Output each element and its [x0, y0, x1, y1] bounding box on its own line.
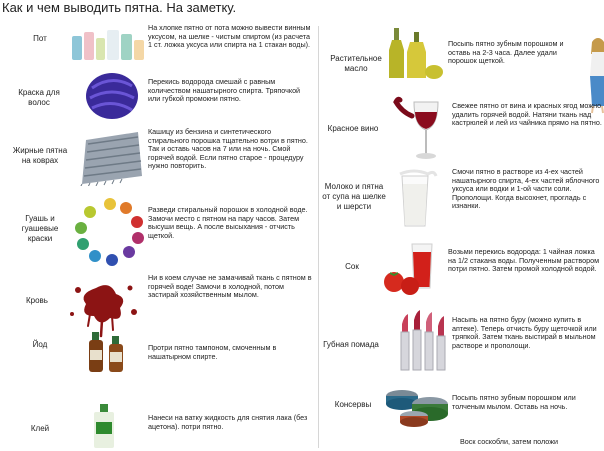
stain-text-hair-dye: Перекись водорода смешай с равным количеством нашатырного спирта. Тряпочкой или губкой промокни пятно. [148, 77, 301, 104]
stain-label-red-wine: Красное вино [327, 124, 379, 133]
rug-icon [78, 130, 146, 186]
tin-cans-icon [384, 384, 452, 428]
stain-label-hair-dye: Краска для волос [18, 88, 60, 107]
stain-label-grease: Жирные пятна на коврах [12, 146, 68, 165]
stain-text-oil: Посыпь пятно зубным порошком и оставь на 2-3 часа. Далее удали порошок щеткой. [448, 39, 564, 66]
stain-text-lipstick: Насыпь на пятно буру (можно купить в аптеке). Теперь отчисть буру щеточкой или тряпкой. Затем ткань выстирай в мыльном растворе и прополощи. [452, 315, 597, 350]
stain-label-glue: Клей [30, 424, 50, 433]
stain-text-sweat: На хлопке пятно от пота можно вывести винным уксусом, на шелке - чистым спиртом (из расчета 1 ст. ложка уксуса или спирта на 1 стакан воды). [148, 23, 311, 50]
stain-text-red-wine: Свежее пятно от вина и красных ягод можно удалить горячей водой. Натяни ткань над кастрюлей и лей из чайника прямо на пятно. [452, 101, 602, 128]
stain-label-iodine: Йод [32, 340, 48, 349]
stain-text-juice: Возьми перекись водорода: 1 чайная ложка на 1/2 стакана воды. Полученным раствором потри пятно. Затем промой холодной водой. [448, 247, 600, 274]
cosmetics-bottles-icon [70, 28, 148, 62]
wine-glass-icon [392, 92, 448, 164]
stain-text-gouache: Разведи стиральный порошок в холодной воде. Замочи место с пятном на пару часов. Затем высуши вещь. А после высыхания - отчисть щеткой. [148, 205, 308, 240]
page-title: Как и чем выводить пятна. На заметку. [2, 0, 237, 15]
milk-glass-icon [394, 168, 438, 230]
stain-text-grease: Кашицу из бензина и синтетического стирального порошка тщательно вотри в пятно. Так и оставь часов на 7 или на ночь. Смой горячей водой. Если пятно старое - процедуру нужно повторить. [148, 127, 308, 171]
iodine-bottles-icon [88, 330, 128, 376]
hair-dye-icon [82, 70, 142, 122]
stain-text-canned: Посыпь пятно зубным порошком или толченым мылом. Оставь на ночь. [452, 393, 576, 411]
stain-label-sweat: Пот [33, 34, 47, 43]
juice-tomatoes-icon [382, 242, 446, 296]
column-divider [318, 26, 319, 448]
lipsticks-icon [398, 308, 448, 372]
oil-bottles-icon [388, 26, 444, 82]
stain-label-blood: Кровь [26, 296, 48, 305]
stain-label-oil: Растительное масло [330, 54, 382, 73]
stain-text-glue: Нанеси на ватку жидкость для снятия лака (без ацетона). потри пятно. [148, 413, 308, 431]
stain-label-lipstick: Губная помада [323, 340, 379, 349]
stain-label-canned: Консервы [334, 400, 372, 409]
stain-label-milk-soup: Молоко и пятна от супа на шелке и шерсти [322, 182, 386, 211]
blood-splatter-icon [66, 276, 142, 338]
glue-tube-icon [90, 404, 118, 448]
stain-removal-sheet [8, 18, 602, 448]
stain-label-gouache: Гуашь и гуашевые краски [21, 214, 59, 243]
stain-text-blood: Ни в коем случае не замачивай ткань с пятном в горячей воде! Замочи в холодной, потом застирай хозяйственным мылом. [148, 273, 312, 300]
stain-text-wax: Воск соскобли, затем положи [460, 437, 559, 446]
paint-palette-icon [74, 196, 146, 268]
stain-text-iodine: Протри пятно тампоном, смоченным в нашатырном спирте. [148, 343, 277, 361]
stain-label-juice: Сок [345, 262, 359, 271]
stain-text-milk-soup: Смочи пятно в растворе из 4-ех частей нашатырного спирта, 4-ех частей яблочного уксуса или водки и 1-ой части соли. Прополощи. Когда высохнет, прогладь с изнанки. [452, 167, 600, 211]
